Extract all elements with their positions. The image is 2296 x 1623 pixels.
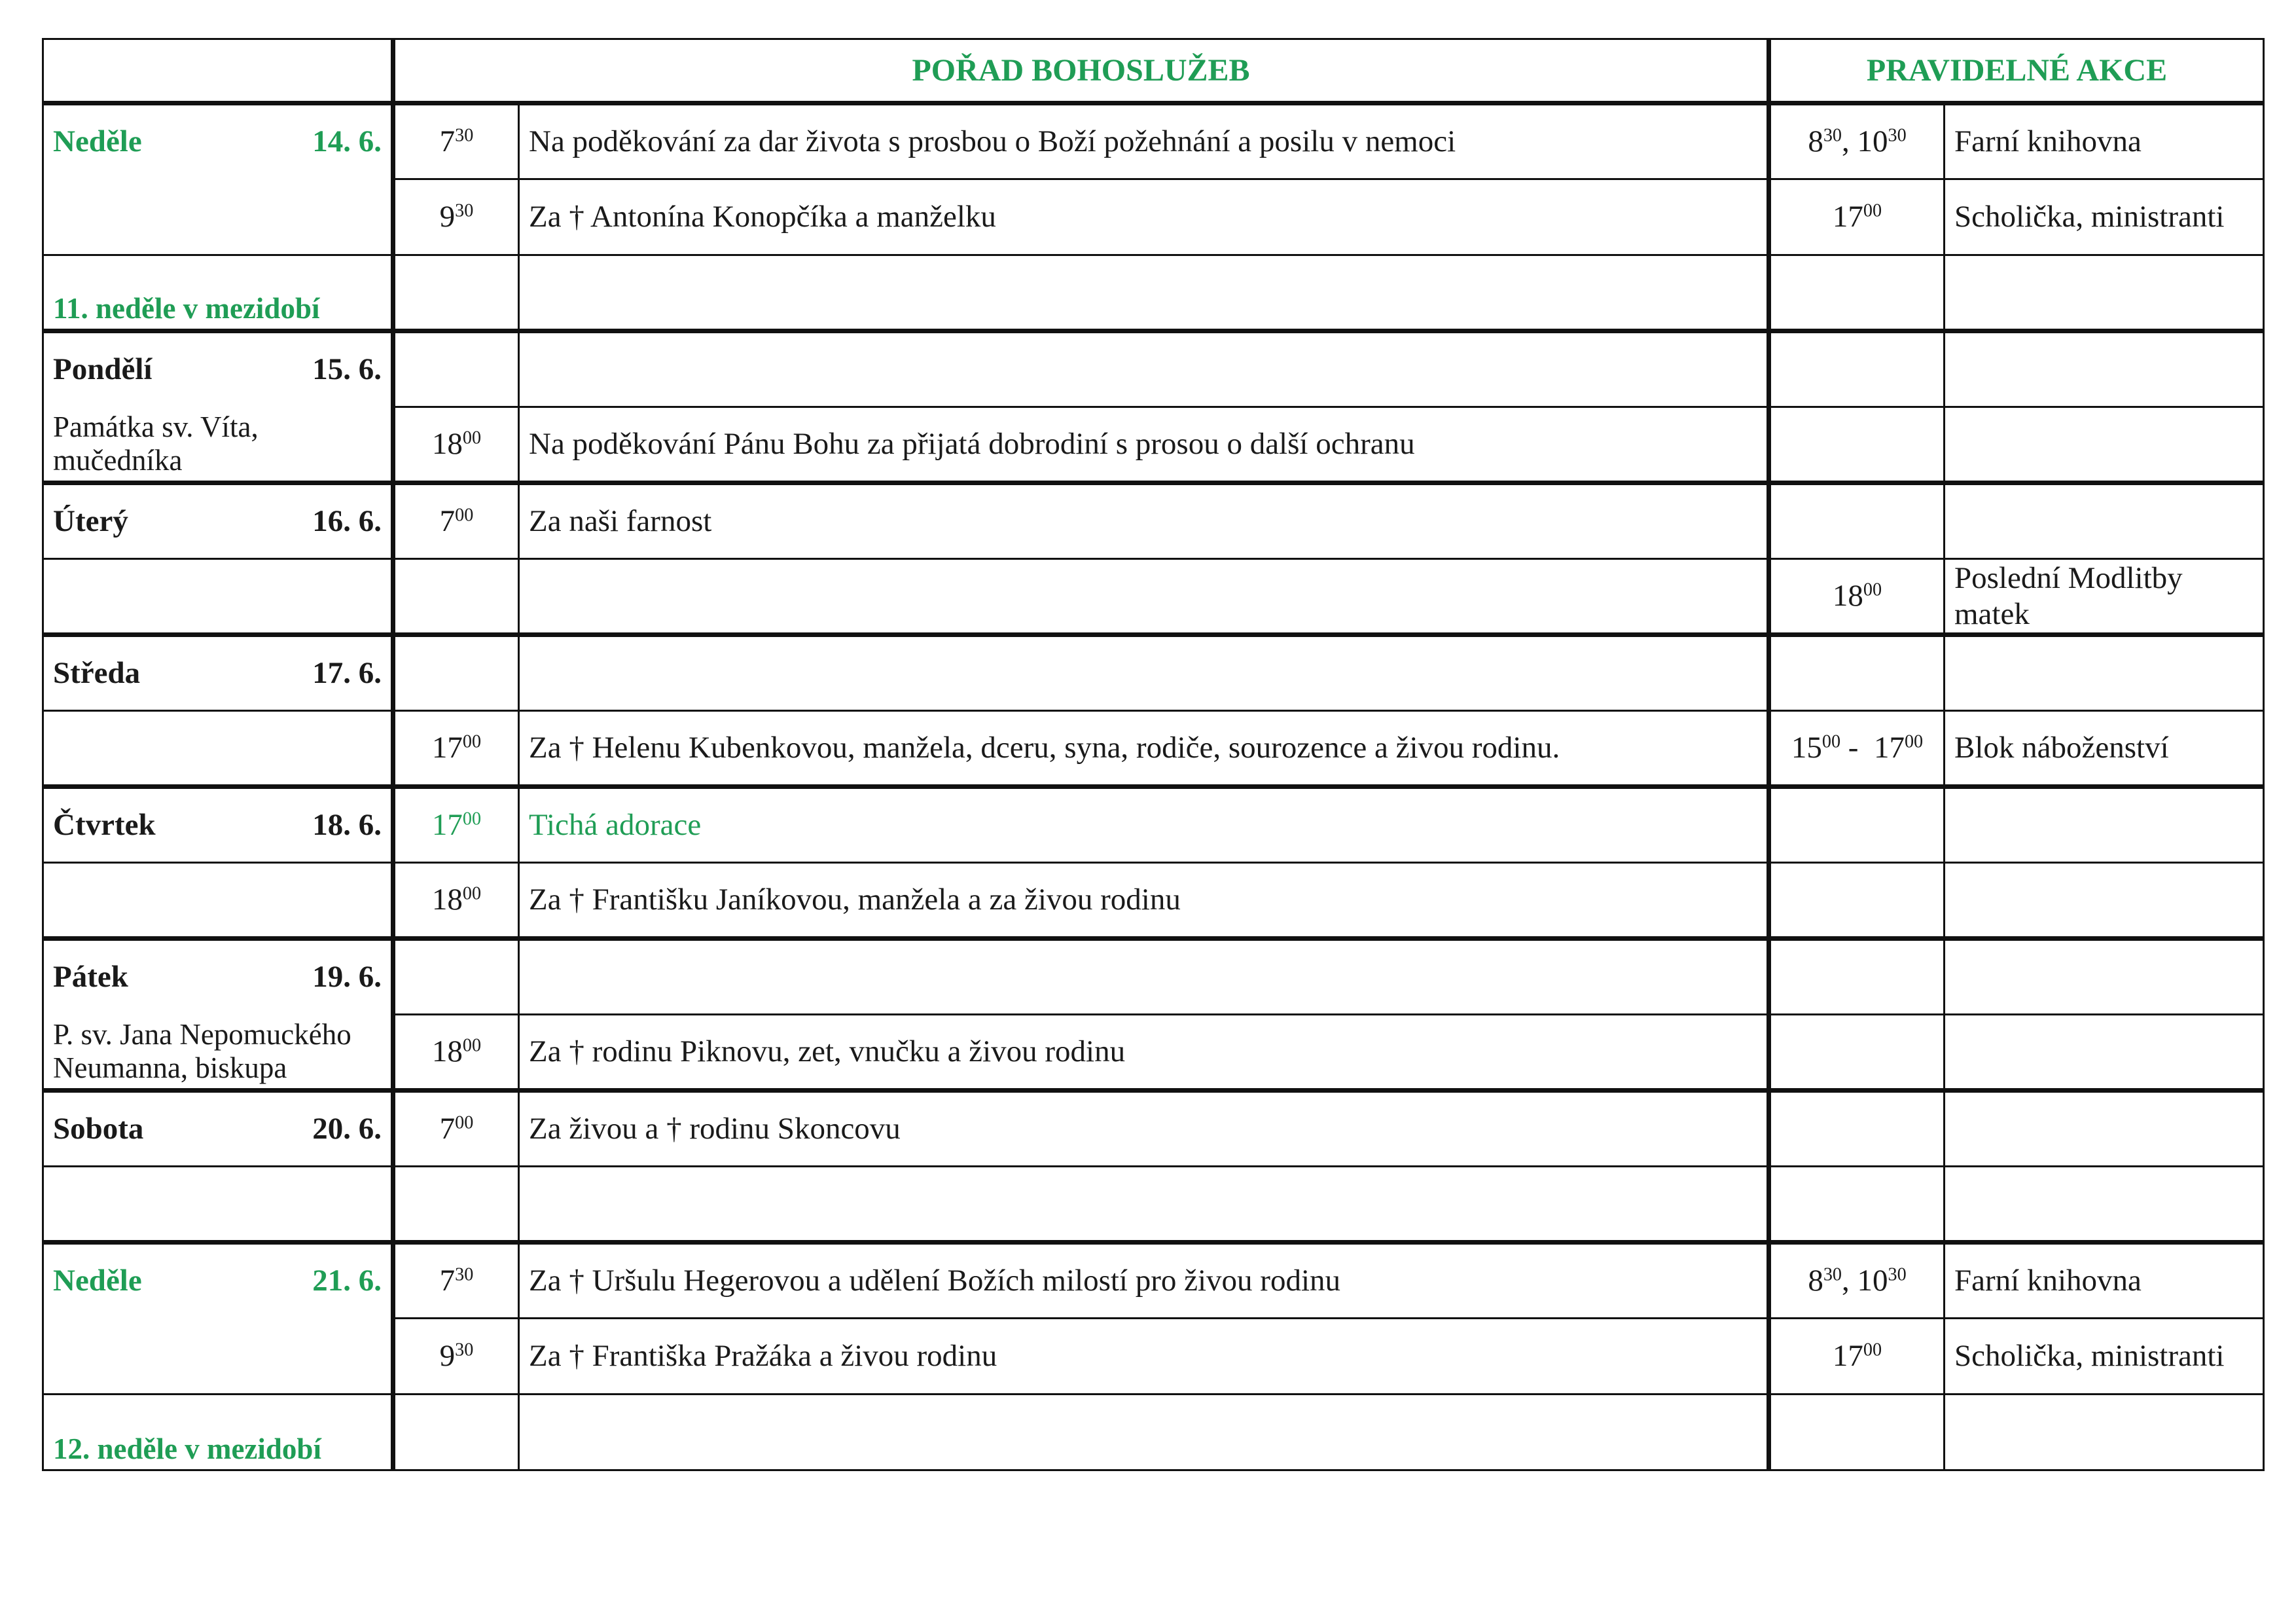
- mass-time: $7^{00}$: [393, 1091, 519, 1167]
- schedule-row: [43, 559, 2264, 635]
- day-name: Pátek: [53, 960, 128, 994]
- schedule-row: [43, 711, 2264, 787]
- event-name: Scholička, ministranti: [1945, 1319, 2264, 1395]
- mass-intention: [519, 255, 1769, 331]
- mass-time: $7^{00}$: [393, 483, 519, 559]
- schedule-row: [43, 1395, 2264, 1470]
- event-time: $18^{00}$: [1769, 559, 1945, 635]
- event-time: [1769, 1395, 1945, 1470]
- mass-time: $9^{30}$: [393, 1319, 519, 1395]
- schedule-row: [43, 483, 2264, 559]
- mass-time: $17^{00}$: [393, 711, 519, 787]
- day-subtitle: 11. neděle v mezidobí: [43, 255, 393, 331]
- mass-intention: Za † rodinu Piknovu, zet, vnučku a živou rodinu: [519, 1015, 1769, 1091]
- mass-intention: Na poděkování za dar života s prosbou o Boží požehnání a posilu v nemoci: [519, 103, 1769, 179]
- event-name: [1945, 331, 2264, 407]
- day-cell: [43, 939, 393, 1015]
- mass-intention: Za † Františka Pražáka a živou rodinu: [519, 1319, 1769, 1395]
- event-name: Farní knihovna: [1945, 1243, 2264, 1319]
- mass-intention: Za † Helenu Kubenkovou, manžela, dceru, syna, rodiče, sourozence a živou rodinu.: [519, 711, 1769, 787]
- event-name: Poslední Modlitby matek: [1945, 559, 2264, 635]
- mass-time: $7^{30}$: [393, 1243, 519, 1319]
- mass-intention: Tichá adorace: [519, 787, 1769, 863]
- event-time: [1769, 863, 1945, 939]
- event-name: [1945, 939, 2264, 1015]
- day-date: 17. 6.: [312, 656, 382, 690]
- mass-time: $7^{30}$: [393, 103, 519, 179]
- mass-intention: [519, 559, 1769, 635]
- day-date: 20. 6.: [312, 1112, 382, 1146]
- event-name: Blok náboženství: [1945, 711, 2264, 787]
- event-name: [1945, 787, 2264, 863]
- schedule-row: [43, 331, 2264, 407]
- event-time: [1769, 255, 1945, 331]
- day-date: 19. 6.: [312, 960, 382, 994]
- mass-time: [393, 635, 519, 711]
- day-name: Čtvrtek: [53, 808, 156, 842]
- day-subtitle: [43, 559, 393, 635]
- schedule-row: [43, 635, 2264, 711]
- day-name: Sobota: [53, 1112, 144, 1146]
- mass-time: $18^{00}$: [393, 1015, 519, 1091]
- schedule-row: [43, 863, 2264, 939]
- event-name: [1945, 863, 2264, 939]
- mass-intention: Za † Antonína Konopčíka a manželku: [519, 179, 1769, 255]
- schedule-row: [43, 407, 2264, 483]
- schedule-row: [43, 1243, 2264, 1319]
- events-title: PRAVIDELNÉ AKCE: [1769, 39, 2264, 103]
- day-name: Středa: [53, 656, 141, 690]
- services-title: POŘAD BOHOSLUŽEB: [393, 39, 1769, 103]
- event-time: [1769, 1091, 1945, 1167]
- day-cell: [43, 103, 393, 255]
- event-time: $8^{30}$, $10^{30}$: [1769, 1243, 1945, 1319]
- event-name: [1945, 1015, 2264, 1091]
- schedule-row: [43, 255, 2264, 331]
- event-name: [1945, 1091, 2264, 1167]
- day-cell: [43, 635, 393, 711]
- schedule-row: [43, 103, 2264, 179]
- mass-intention: Za † Františku Janíkovou, manžela a za živou rodinu: [519, 863, 1769, 939]
- mass-time: [393, 331, 519, 407]
- event-name: [1945, 635, 2264, 711]
- event-time: $15^{00} - 17^{00}$: [1769, 711, 1945, 787]
- event-name: Scholička, ministranti: [1945, 179, 2264, 255]
- event-time: [1769, 331, 1945, 407]
- day-name: Pondělí: [53, 352, 152, 386]
- day-cell: [43, 787, 393, 863]
- day-date: 15. 6.: [312, 352, 382, 386]
- event-name: [1945, 255, 2264, 331]
- mass-time: [393, 255, 519, 331]
- day-subtitle: P. sv. Jana Nepomuckého Neumanna, biskupa: [43, 1015, 393, 1091]
- mass-intention: [519, 635, 1769, 711]
- schedule-row: [43, 1091, 2264, 1167]
- day-cell: [43, 331, 393, 407]
- mass-time: [393, 939, 519, 1015]
- day-name: Neděle: [53, 124, 142, 158]
- day-cell: [43, 1243, 393, 1395]
- mass-time: [393, 1395, 519, 1470]
- day-name: Neděle: [53, 1264, 142, 1298]
- event-time: [1769, 787, 1945, 863]
- mass-intention: Na poděkování Pánu Bohu za přijatá dobrodiní s prosou o další ochranu: [519, 407, 1769, 483]
- event-name: [1945, 1167, 2264, 1243]
- mass-intention: [519, 331, 1769, 407]
- event-name: [1945, 483, 2264, 559]
- event-time: [1769, 483, 1945, 559]
- day-date: 16. 6.: [312, 504, 382, 538]
- mass-intention: [519, 939, 1769, 1015]
- event-time: [1769, 939, 1945, 1015]
- mass-time: $18^{00}$: [393, 407, 519, 483]
- day-subtitle: [43, 863, 393, 939]
- schedule-row: [43, 939, 2264, 1015]
- day-subtitle: [43, 1167, 393, 1243]
- event-time: [1769, 407, 1945, 483]
- mass-intention: Za † Uršulu Hegerovou a udělení Božích milostí pro živou rodinu: [519, 1243, 1769, 1319]
- event-time: $17^{00}$: [1769, 1319, 1945, 1395]
- event-name: [1945, 407, 2264, 483]
- day-subtitle: Památka sv. Víta, mučedníka: [43, 407, 393, 483]
- schedule-row: [43, 787, 2264, 863]
- schedule-row: [43, 1015, 2264, 1091]
- mass-intention: Za živou a † rodinu Skoncovu: [519, 1091, 1769, 1167]
- day-cell: [43, 483, 393, 559]
- mass-time: $18^{00}$: [393, 863, 519, 939]
- day-date: 14. 6.: [312, 124, 382, 158]
- mass-time: [393, 1167, 519, 1243]
- mass-time: $17^{00}$: [393, 787, 519, 863]
- schedule-table: [42, 38, 2265, 1471]
- header-row: [43, 39, 2264, 103]
- header-empty-cell: [43, 39, 393, 103]
- day-subtitle: 12. neděle v mezidobí: [43, 1395, 393, 1470]
- schedule-row: [43, 1167, 2264, 1243]
- day-date: 18. 6.: [312, 808, 382, 842]
- event-name: [1945, 1395, 2264, 1470]
- mass-intention: Za naši farnost: [519, 483, 1769, 559]
- mass-time: $9^{30}$: [393, 179, 519, 255]
- event-time: [1769, 1015, 1945, 1091]
- day-subtitle: [43, 711, 393, 787]
- day-name: Úterý: [53, 504, 128, 538]
- day-date: 21. 6.: [312, 1264, 382, 1298]
- mass-time: [393, 559, 519, 635]
- event-time: [1769, 1167, 1945, 1243]
- day-cell: [43, 1091, 393, 1167]
- mass-intention: [519, 1167, 1769, 1243]
- event-time: $17^{00}$: [1769, 179, 1945, 255]
- event-time: [1769, 635, 1945, 711]
- event-name: Farní knihovna: [1945, 103, 2264, 179]
- event-time: $8^{30}$, $10^{30}$: [1769, 103, 1945, 179]
- mass-intention: [519, 1395, 1769, 1470]
